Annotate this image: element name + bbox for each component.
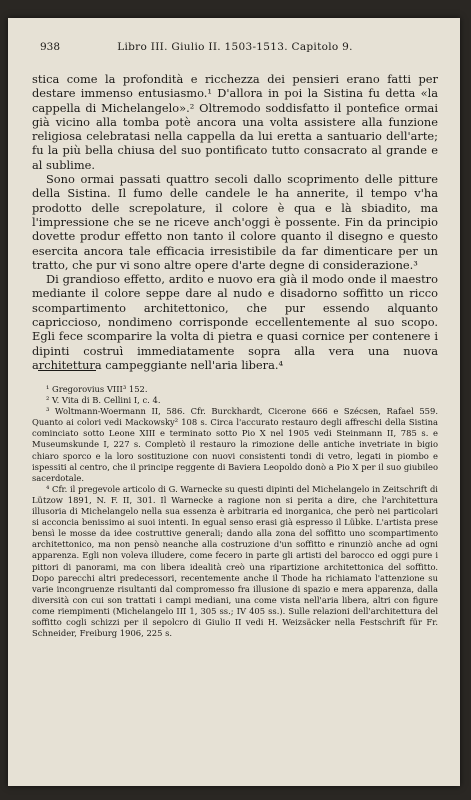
page-header	[40, 41, 430, 59]
running-title: Libro III. Giulio II. 1503-1513. Capitolo 9.	[117, 41, 353, 53]
paragraph: Di grandioso effetto, ardito e nuovo era già il modo onde il maestro mediante il colore seppe dare al nudo e disadorno soffitto un ricco scompartimento architettonico, che pur essendo alquanto capriccioso, nondimeno corrisponde eccellentemente al suo scopo. Egli fece scomparire la volta di pietra e quasi cornice per contenere i dipinti costruì immediatamente sopra alla vera una nuova architettura campeggiante nell'aria libera.⁴	[32, 272, 438, 372]
book-page	[8, 18, 460, 786]
footnote-divider	[38, 370, 96, 371]
footnote: ⁴ Cfr. il pregevole articolo di G. Warnecke su questi dipinti del Michelangelo in Zeitschrift di Lützow 1891, N. F. II, 301. Il Warnecke a ragione non si perita a dire, che l'architettura illusoria di Michelangelo nella sua essenza è arbitraria ed inorganica, che però nei particolari si acconcia benissimo ai suoi intenti. In egual senso erasi già espresso il Lübke. L'artista prese bensì le mosse da idee costruttive generali; dando alla zona del soffitto uno scompartimento architettonico, ma non pensò neanche alla costruzione d'un soffitto e rinunziò anche ad ogni apparenza. Egli non voleva illudere, come fecero in parte gli artisti del barocco ed oggi pure i pittori di panorami, ma con libera idealità creò una ripartizione architettonica del soffitto. Dopo parecchi altri predecessori, recentemente anche il Thode ha richiamato l'attenzione su varie incongruenze risultanti dal compromesso fra illusione di spazio e mera apparenza, dalla diversità con cui son trattati i campi mediani, una come vista nell'aria libera, altri con figure come riempimenti (Michelangelo III 1, 305 ss.; IV 405 ss.). Sulle relazioni dell'architettura del soffitto cogli schizzi per il sepolcro di Giulio II vedi H. Weizsäcker nella Festschrift für Fr. Schneider, Freiburg 1906, 225 s.	[32, 483, 438, 639]
footnote: ² V. Vita di B. Cellini I, c. 4.	[46, 395, 161, 406]
footnote: ³ Woltmann-Woermann II, 586. Cfr. Burckhardt, Cicerone 666 e Szécsen, Rafael 559. Quanto ai colori vedi Mackowsky² 108 s. Circa l'accurato restauro degli affreschi della Sistina cominciato sotto Leone XIII e terminato sotto Pio X nel 1905 vedi Steinmann II, 785 s. e Museumskunde I, 227 s. Completò il restauro la rimozione delle antiche invetriate in bigio chiaro sporco e la loro sostituzione con nuovi consistenti tondi di vetro, legati in piombo e ispessiti al centro, che il principe reggente di Baviera Leopoldo donò a Pio X per il suo giubileo sacerdotale.	[32, 406, 438, 483]
main-text	[32, 72, 438, 372]
footnotes	[32, 384, 438, 639]
paragraph: stica come la profondità e ricchezza dei pensieri erano fatti per destare immenso entusiasmo.¹ D'allora in poi la Sistina fu detta «la cappella di Michelangelo».² Oltremodo soddisfatto il pontefice ormai già vicino alla tomba potè ancora una volta assistere alla funzione religiosa celebratasi nella cappella da lui eretta a santuario dell'arte; fu la più bella chiusa del suo pontificato tutto consacrato al grande e al sublime.	[32, 72, 438, 172]
paragraph: Sono ormai passati quattro secoli dallo scoprimento delle pitture della Sistina. Il fumo delle candele le ha annerite, il tempo v'ha prodotto delle screpolature, il colore è qua e là sbiadito, ma l'impressione che se ne riceve anch'oggi è possente. Fin da principio dovette produr effetto non tanto il colore quanto il disegno e questo esercita ancora tale efficacia irresistibile da far dimenticare per un tratto, che pur vi sono altre opere d'arte degne di considerazione.³	[32, 172, 438, 272]
page-number: 938	[40, 41, 61, 53]
footnote: ¹ Gregorovius VIII³ 152.	[46, 384, 148, 394]
